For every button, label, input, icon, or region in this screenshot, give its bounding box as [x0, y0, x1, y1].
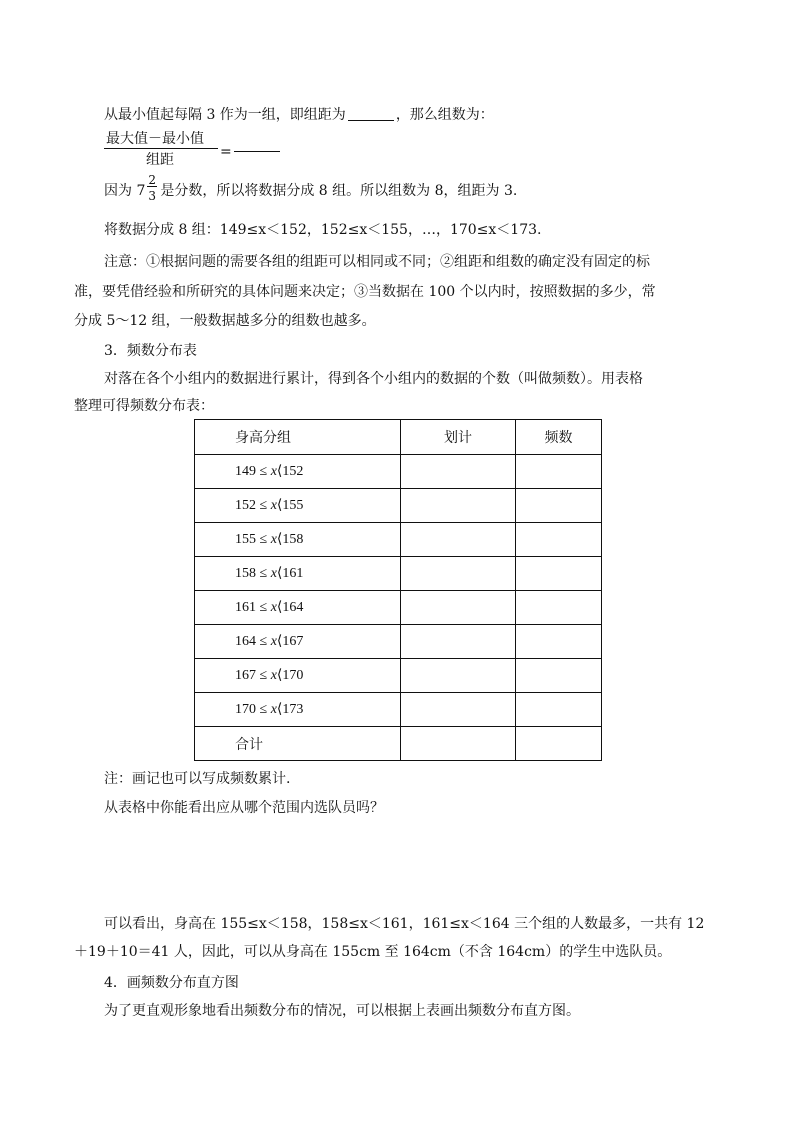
table-header-row: [195, 420, 602, 455]
table-row: [195, 557, 602, 591]
interval-cell: 158 ≤ x⟨161: [195, 557, 401, 591]
section-3-title: 3．频数分布表: [104, 343, 197, 359]
table-total-row: [195, 727, 602, 761]
formula-numerator: 最大值－最小值: [106, 131, 204, 147]
note-line-3: 分成 5～12 组，一般数据越多分的组数也越多。: [74, 313, 376, 329]
section-4-title: 4．画频数分布直方图: [104, 975, 239, 991]
header-frequency: 频数: [516, 420, 602, 455]
tally-cell: [401, 693, 516, 727]
interval-cell: 167 ≤ x⟨170: [195, 659, 401, 693]
tally-cell: [401, 523, 516, 557]
table-row: [195, 455, 602, 489]
group-width-blank: [348, 106, 394, 121]
tally-cell: [401, 659, 516, 693]
formula-denominator: 组距: [146, 152, 174, 168]
header-tally: 划计: [401, 420, 516, 455]
tally-cell: [401, 489, 516, 523]
interval-cell: 161 ≤ x⟨164: [195, 591, 401, 625]
tally-cell: [401, 727, 516, 761]
fraction-reason-line: [104, 173, 518, 203]
section-4-text: 为了更直观形象地看出频数分布的情况，可以根据上表画出频数分布直方图。: [104, 1003, 580, 1019]
group-count-formula: [104, 128, 284, 168]
section-3-text-2: 整理可得频数分布表：: [74, 398, 214, 414]
frequency-cell: [516, 557, 602, 591]
interval-cell: 164 ≤ x⟨167: [195, 625, 401, 659]
frequency-cell: [516, 523, 602, 557]
mixed-fraction-denominator: 3: [148, 189, 156, 203]
table-row: [195, 489, 602, 523]
note-line-2: 准，要凭借经验和所研究的具体问题来决定；③当数据在 100 个以内时，按照数据的多少，常: [74, 284, 656, 300]
formula-blank: [234, 139, 280, 152]
interval-cell: 152 ≤ x⟨155: [195, 489, 401, 523]
note-line-1: 注意：①根据问题的需要各组的组距可以相同或不同；②组距和组数的确定没有固定的标: [104, 254, 650, 270]
interval-cell: 155 ≤ x⟨158: [195, 523, 401, 557]
answer-line-1: 可以看出，身高在 155≤x＜158，158≤x＜161，161≤x＜164 三个组的人数最多，一共有 12: [104, 916, 705, 932]
grouping-line: 将数据分成 8 组：149≤x＜152，152≤x＜155，…，170≤x＜173.: [104, 222, 542, 238]
interval-cell: 170 ≤ x⟨173: [195, 693, 401, 727]
frequency-cell: [516, 727, 602, 761]
tally-cell: [401, 455, 516, 489]
header-height-group: 身高分组: [195, 420, 401, 455]
answer-line-2: ＋19＋10＝41 人，因此，可以从身高在 155cm 至 164cm（不含 164cm）的学生中选队员。: [74, 944, 672, 960]
total-label: 合计: [195, 727, 401, 761]
frequency-cell: [516, 489, 602, 523]
table-row: [195, 591, 602, 625]
group-width-line: [104, 106, 494, 124]
group-width-text: 从最小值起每隔 3 作为一组，即组距为: [104, 107, 346, 123]
tally-cell: [401, 591, 516, 625]
frequency-cell: [516, 455, 602, 489]
frequency-cell: [516, 625, 602, 659]
tally-cell: [401, 625, 516, 659]
tally-cell: [401, 557, 516, 591]
frequency-table: [194, 419, 602, 761]
table-row: [195, 659, 602, 693]
reason-suffix: 是分数，所以将数据分成 8 组。所以组数为 8，组距为 3.: [160, 183, 518, 199]
table-row: [195, 693, 602, 727]
group-count-text: ，那么组数为：: [395, 107, 494, 123]
frequency-cell: [516, 659, 602, 693]
mixed-fraction-numerator: 2: [148, 173, 156, 187]
question-text: 从表格中你能看出应从哪个范围内选队员吗？: [104, 800, 384, 816]
interval-cell: 149 ≤ x⟨152: [195, 455, 401, 489]
mixed-fraction: [146, 173, 160, 203]
table-row: [195, 523, 602, 557]
frequency-cell: [516, 591, 602, 625]
reason-prefix: 因为 7: [104, 183, 146, 199]
tally-note: 注：画记也可以写成频数累计.: [104, 771, 291, 787]
section-3-text-1: 对落在各个小组内的数据进行累计，得到各个小组内的数据的个数（叫做频数）。用表格: [104, 371, 643, 387]
formula-equals: =: [220, 144, 232, 160]
table-row: [195, 625, 602, 659]
frequency-cell: [516, 693, 602, 727]
